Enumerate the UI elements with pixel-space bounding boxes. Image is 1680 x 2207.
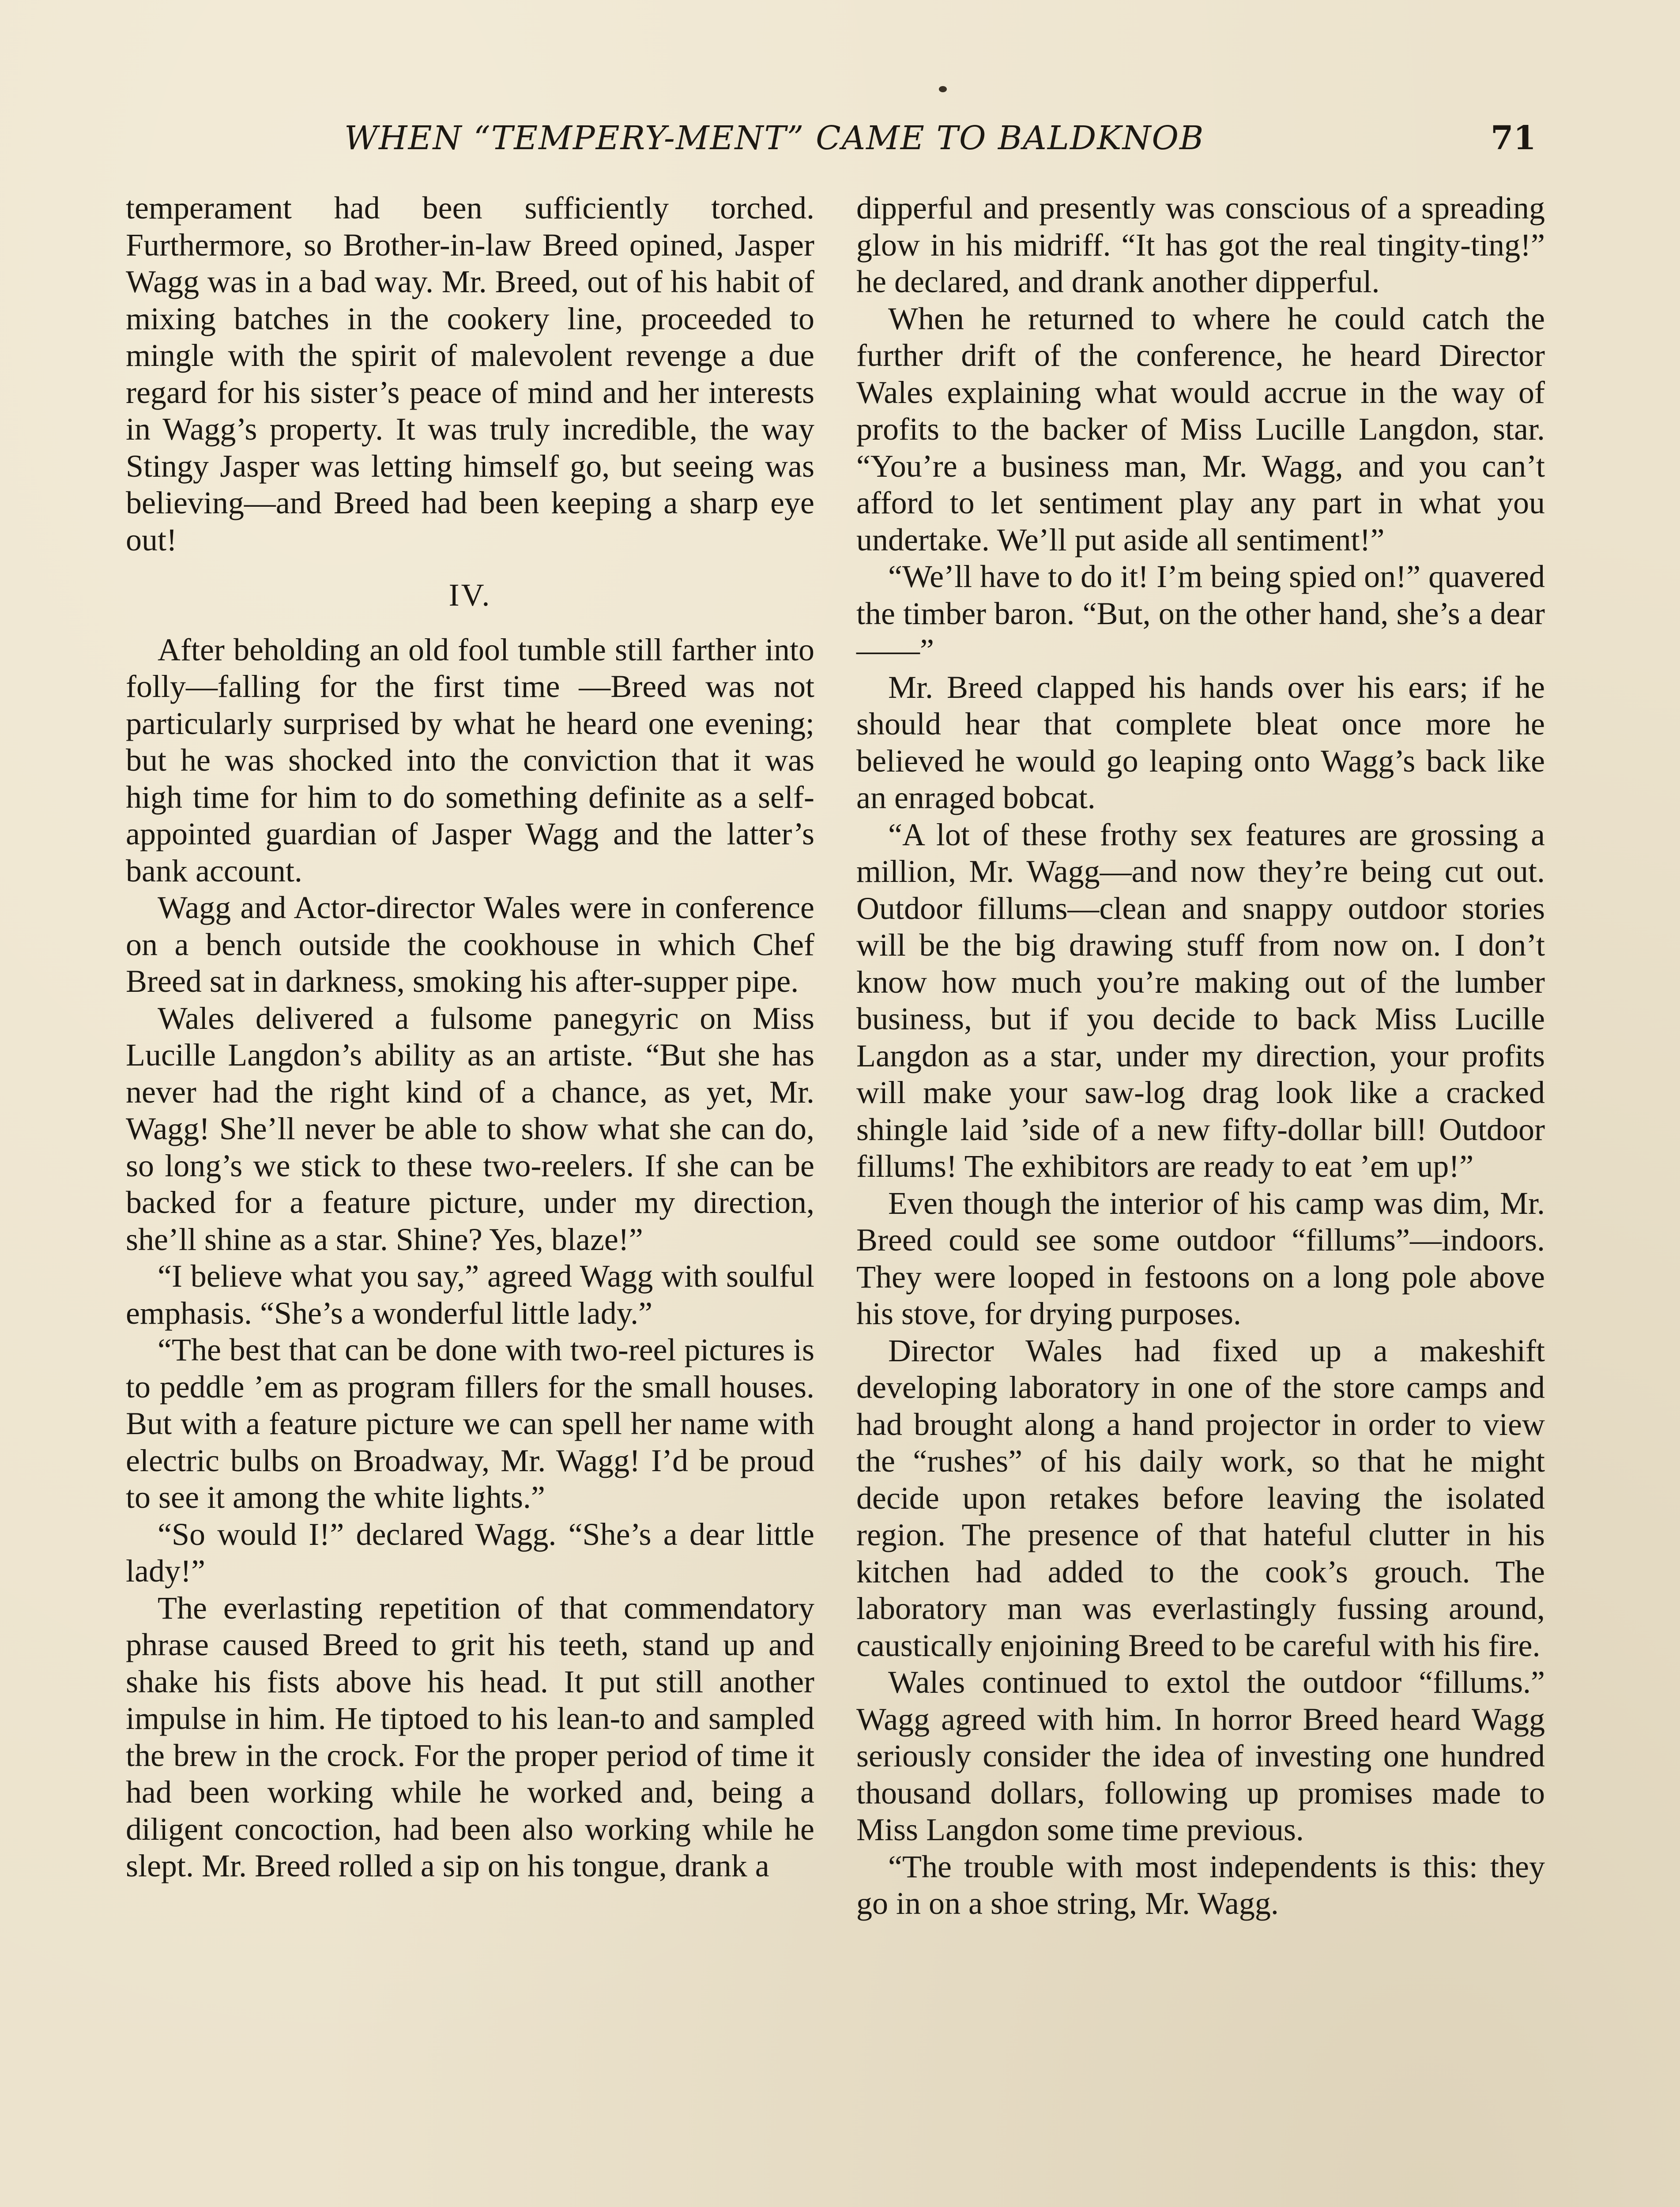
paragraph: After beholding an old fool tumble still farther into folly—falling for the first time —Breed was not particularly surprised by what he heard one evening; but he was shocked into the conviction that it was high time for him to do something definite as a self-appointed guardian of Jasper Wagg and the latter’s bank account. [126, 632, 814, 889]
running-head: WHEN “TEMPERY-MENT” CAME TO BALDKNOB [344, 119, 1205, 157]
paragraph: Wagg and Actor-director Wales were in conference on a bench outside the cookhouse in which Chef Breed sat in darkness, smoking his after-supper pipe. [126, 890, 814, 999]
section-heading: IV. [448, 577, 492, 613]
paragraph: Director Wales had fixed up a makeshift developing laboratory in one of the store camps and had brought along a hand projector in order to view the “rushes” of his daily work, so that he might decide upon retakes before leaving the isolated region. The presence of that hateful clutter in his kitchen had added to the cook’s grouch. The laboratory man was everlastingly fussing around, caustically enjoining Breed to be careful with his fire. [856, 1333, 1545, 1663]
paragraph: Mr. Breed clapped his hands over his ears; if he should hear that complete bleat once more he believed he would go leaping onto Wagg’s back like an enraged bobcat. [856, 669, 1545, 815]
right-column [856, 190, 1545, 1922]
paragraph: Wales delivered a fulsome panegyric on Miss Lucille Langdon’s ability as an artiste. “But she has never had the right kind of a chance, as yet, Mr. Wagg! She’ll never be able to show what she can do, so long’s we stick to these two-reelers. If she can be backed for a feature picture, under my direction, she’ll shine as a star. Shine? Yes, blaze!” [126, 1000, 814, 1257]
paragraph: “I believe what you say,” agreed Wagg with soulful emphasis. “She’s a wonderful little lady.” [126, 1258, 814, 1331]
paragraph: “A lot of these frothy sex features are grossing a million, Mr. Wagg—and now they’re being cut out. Outdoor fillums—clean and snappy outdoor stories will be the big drawing stuff from now on. I don’t know how much you’re making out of the lumber business, but if you decide to back Miss Lucille Langdon as a star, under my direction, your profits will make your saw-log drag look like a cracked shingle laid ’side of a new fifty-dollar bill! Outdoor fillums! The exhibitors are ready to eat ’em up!” [856, 817, 1545, 1184]
paragraph: “The best that can be done with two-reel pictures is to peddle ’em as program fillers for the small houses. But with a feature picture we can spell her name with electric bulbs on Broadway, Mr. Wagg! I’d be proud to see it among the white lights.” [126, 1332, 814, 1515]
paragraph: Even though the interior of his camp was dim, Mr. Breed could see some outdoor “fillums”—indoors. They were looped in festoons on a long pole above his stove, for drying purposes. [856, 1185, 1545, 1331]
ink-speck [939, 86, 947, 92]
paragraph: dipperful and presently was conscious of a spreading glow in his midriff. “It has got the real tingity-ting!” he declared, and drank another dipperful. [856, 190, 1545, 299]
paragraph: Wales continued to extol the outdoor “fillums.” Wagg agreed with him. In horror Breed heard Wagg seriously consider the idea of investing one hundred thousand dollars, following up promises made to Miss Langdon some time previous. [856, 1665, 1545, 1847]
page-header [344, 119, 1624, 172]
paragraph: “We’ll have to do it! I’m being spied on!” quavered the timber baron. “But, on the other hand, she’s a dear——” [856, 559, 1545, 668]
paragraph: When he returned to where he could catch the further drift of the conference, he heard Director Wales explaining what would accrue in the way of profits to the backer of Miss Lucille Langdon, star. “You’re a business man, Mr. Wagg, and you can’t afford to let sentiment play any part in what you undertake. We’ll put aside all sentiment!” [856, 301, 1545, 557]
paragraph: “The trouble with most independents is this: they go in on a shoe string, Mr. Wagg. [856, 1849, 1545, 1921]
left-column [126, 190, 814, 1885]
paragraph: The everlasting repetition of that commendatory phrase caused Breed to grit his teeth, stand up and shake his fists above his head. It put still another impulse in him. He tiptoed to his lean-to and sampled the brew in the crock. For the proper period of time it had been working while he worked and, being a diligent concoction, had been also working while he slept. Mr. Breed rolled a sip on his tongue, drank a [126, 1590, 814, 1883]
paragraph: temperament had been sufficiently torched. Furthermore, so Brother-in-law Breed opined, Jasper Wagg was in a bad way. Mr. Breed, out of his habit of mixing batches in the cookery line, proceeded to mingle with the spirit of malevolent revenge a due regard for his sister’s peace of mind and her interests in Wagg’s property. It was truly incredible, the way Stingy Jasper was letting himself go, but seeing was believing—and Breed had been keeping a sharp eye out! [126, 190, 814, 557]
paragraph: “So would I!” declared Wagg. “She’s a dear little lady!” [126, 1516, 814, 1589]
page-number: 71 [1491, 119, 1536, 157]
